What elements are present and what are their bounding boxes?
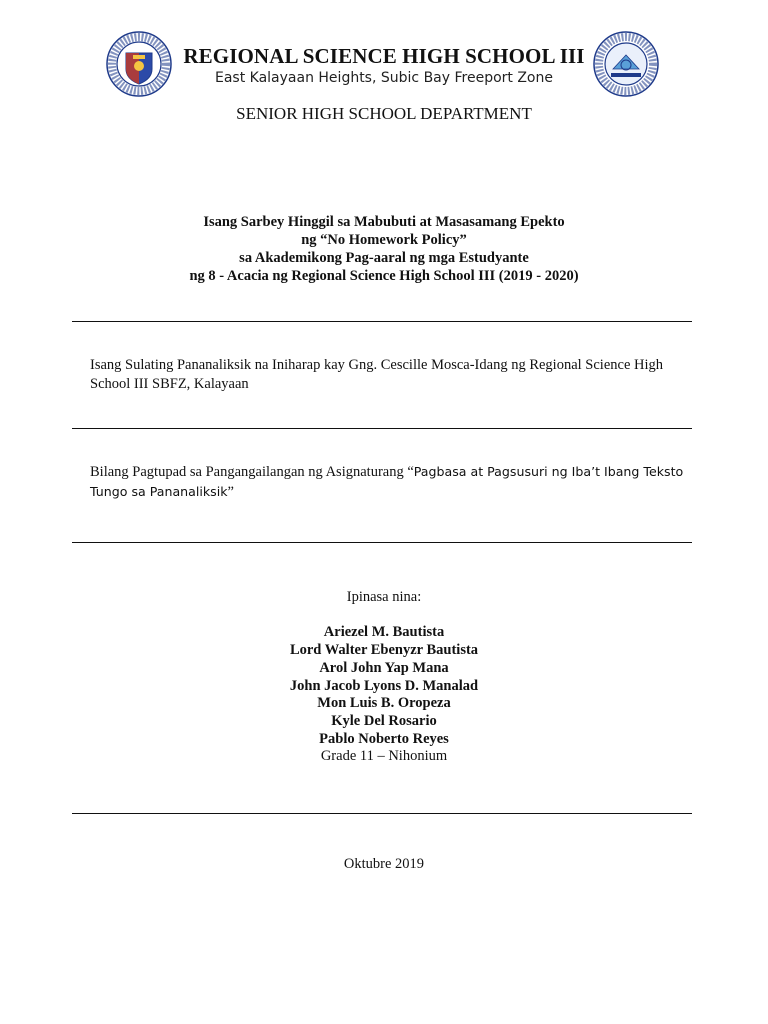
- department-name: SENIOR HIGH SCHOOL DEPARTMENT: [236, 104, 532, 123]
- submission-date: Oktubre 2019: [343, 856, 425, 872]
- author-name: John Jacob Lyons D. Manalad: [289, 678, 479, 694]
- author-name: Kyle Del Rosario: [331, 713, 437, 729]
- author-name: Arol John Yap Mana: [319, 660, 449, 676]
- research-title-line-1: Isang Sarbey Hinggil sa Mabubuti at Masasamang Epekto: [203, 214, 565, 230]
- submission-statement: Isang Sulating Pananaliksik na Iniharap kay Gng. Cescille Mosca-Idang ng Regional Science High School III SBFZ, Kalayaan: [90, 357, 664, 392]
- divider: [72, 428, 692, 429]
- fulfillment-statement: [90, 462, 686, 502]
- subject-name: Pagbasa at Pagsusuri ng Iba’t Ibang Teksto Tungo sa Pananaliksik: [90, 464, 684, 499]
- divider: [72, 542, 692, 543]
- author-name: Ariezel M. Bautista: [323, 624, 445, 640]
- author-name: Mon Luis B. Oropeza: [317, 695, 451, 711]
- divider: [72, 321, 692, 322]
- fulfillment-suffix: ”: [227, 484, 234, 500]
- grade-section: Grade 11 – Nihonium: [320, 748, 448, 764]
- fulfillment-prefix: Bilang Pagtupad sa Pangangailangan ng Asignaturang “: [90, 464, 414, 480]
- school-name: REGIONAL SCIENCE HIGH SCHOOL III: [183, 44, 585, 68]
- research-title-line-2: ng “No Homework Policy”: [301, 232, 467, 248]
- research-title-line-4: ng 8 - Acacia ng Regional Science High School III (2019 - 2020): [189, 268, 579, 284]
- author-name: Lord Walter Ebenyzr Bautista: [289, 642, 479, 658]
- divider: [72, 813, 692, 814]
- submitted-by-label: Ipinasa nina:: [346, 589, 422, 605]
- school-address: East Kalayaan Heights, Subic Bay Freeport Zone: [215, 70, 553, 86]
- author-name: Pablo Noberto Reyes: [319, 731, 449, 747]
- research-title-line-3: sa Akademikong Pag-aaral ng mga Estudyante: [239, 250, 529, 266]
